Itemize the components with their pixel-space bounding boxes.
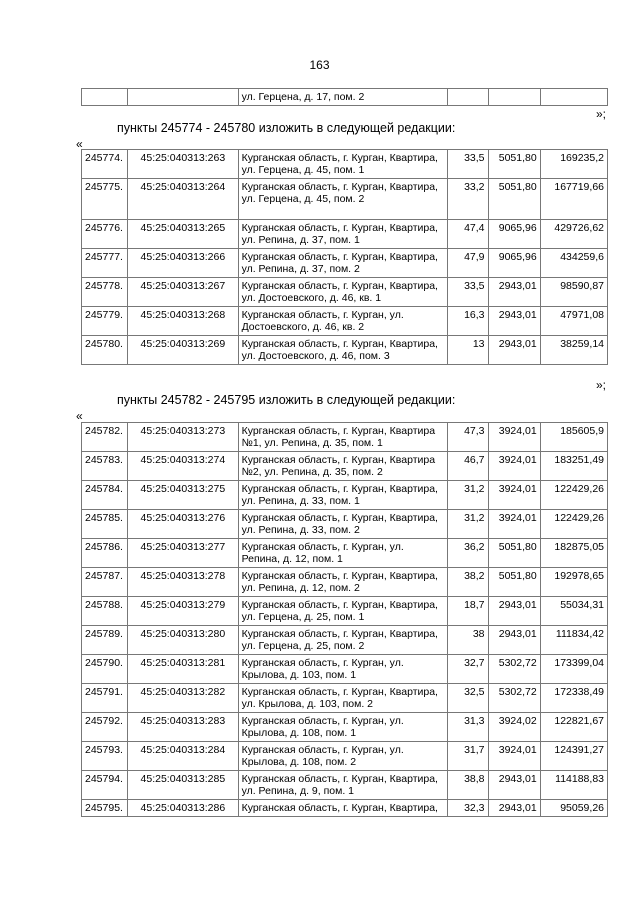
cell-number: 245793.	[82, 742, 128, 771]
cell-cadastral: 45:25:040313:282	[128, 684, 238, 713]
cell-area: 47,9	[448, 249, 488, 278]
cell-rate: 2943,01	[488, 771, 540, 800]
cell-address: Курганская область, г. Курган, Квартира №1, ул. Репина, д. 35, пом. 1	[238, 423, 448, 452]
cell-address: Курганская область, г. Курган, ул. Крылова, д. 108, пом. 1	[238, 713, 448, 742]
table-row	[82, 89, 608, 106]
cell-address: Курганская область, г. Курган, Квартира, ул. Крылова, д. 103, пом. 2	[238, 684, 448, 713]
cell-value: 122429,26	[540, 481, 607, 510]
cell-address: Курганская область, г. Курган, Квартира, ул. Герцена, д. 45, пом. 1	[238, 150, 448, 179]
cell-value: 111834,42	[540, 626, 607, 655]
cell-cadastral: 45:25:040313:276	[128, 510, 238, 539]
cell-rate: 3924,01	[488, 510, 540, 539]
cell-rate	[488, 89, 540, 106]
table-row	[82, 336, 608, 365]
cell-address: Курганская область, г. Курган, Квартира, ул. Репина, д. 37, пом. 2	[238, 249, 448, 278]
cell-address: Курганская область, г. Курган, Квартира, ул. Достоевского, д. 46, кв. 1	[238, 278, 448, 307]
cell-cadastral: 45:25:040313:280	[128, 626, 238, 655]
cell-address: Курганская область, г. Курган, ул. Репина, д. 12, пом. 1	[238, 539, 448, 568]
cell-area: 32,7	[448, 655, 488, 684]
cell-rate: 5051,80	[488, 539, 540, 568]
cell-cadastral: 45:25:040313:278	[128, 568, 238, 597]
cell-area: 33,2	[448, 179, 488, 220]
cell-area: 46,7	[448, 452, 488, 481]
cell-cadastral: 45:25:040313:285	[128, 771, 238, 800]
cell-number: 245784.	[82, 481, 128, 510]
cell-cadastral: 45:25:040313:284	[128, 742, 238, 771]
cell-address: Курганская область, г. Курган, Квартира, ул. Репина, д. 37, пом. 1	[238, 220, 448, 249]
cell-rate: 5051,80	[488, 150, 540, 179]
cell-address: Курганская область, г. Курган, ул. Крылова, д. 103, пом. 1	[238, 655, 448, 684]
cell-value: 38259,14	[540, 336, 607, 365]
table-row	[82, 742, 608, 771]
cell-address: Курганская область, г. Курган, Квартира, ул. Репина, д. 9, пом. 1	[238, 771, 448, 800]
table-row	[82, 800, 608, 817]
cell-rate: 3924,01	[488, 742, 540, 771]
table-row	[82, 568, 608, 597]
cell-value: 434259,6	[540, 249, 607, 278]
cell-value: 122429,26	[540, 510, 607, 539]
cell-rate: 2943,01	[488, 597, 540, 626]
cell-number	[82, 89, 128, 106]
table-row	[82, 249, 608, 278]
cell-rate: 9065,96	[488, 220, 540, 249]
cell-area: 31,2	[448, 481, 488, 510]
cell-number: 245790.	[82, 655, 128, 684]
table-row	[82, 423, 608, 452]
cell-rate: 2943,01	[488, 336, 540, 365]
cell-value: 185605,9	[540, 423, 607, 452]
cell-address: Курганская область, г. Курган, Квартира, ул. Репина, д. 33, пом. 1	[238, 481, 448, 510]
table-row	[82, 150, 608, 179]
closing-quote: »;	[596, 378, 607, 392]
opening-quote: «	[76, 137, 83, 151]
table-row	[82, 684, 608, 713]
cell-address: ул. Герцена, д. 17, пом. 2	[238, 89, 448, 106]
cell-area: 33,5	[448, 150, 488, 179]
cell-cadastral: 45:25:040313:277	[128, 539, 238, 568]
cell-cadastral: 45:25:040313:274	[128, 452, 238, 481]
cell-number: 245779.	[82, 307, 128, 336]
cell-value: 95059,26	[540, 800, 607, 817]
table-row	[82, 655, 608, 684]
table-row	[82, 713, 608, 742]
cell-number: 245774.	[82, 150, 128, 179]
cell-cadastral: 45:25:040313:275	[128, 481, 238, 510]
cell-area: 18,7	[448, 597, 488, 626]
cell-rate: 5302,72	[488, 655, 540, 684]
cell-rate: 2943,01	[488, 278, 540, 307]
cell-address: Курганская область, г. Курган, Квартира, ул. Герцена, д. 25, пом. 2	[238, 626, 448, 655]
cell-number: 245788.	[82, 597, 128, 626]
cell-cadastral: 45:25:040313:267	[128, 278, 238, 307]
cell-number: 245787.	[82, 568, 128, 597]
cell-rate: 5051,80	[488, 179, 540, 220]
cell-address: Курганская область, г. Курган, ул. Достоевского, д. 46, кв. 2	[238, 307, 448, 336]
cell-number: 245776.	[82, 220, 128, 249]
cell-area: 33,5	[448, 278, 488, 307]
table-continuation	[81, 88, 608, 106]
cell-address: Курганская область, г. Курган, Квартира, ул. Герцена, д. 45, пом. 2	[238, 179, 448, 220]
cell-value: 124391,27	[540, 742, 607, 771]
cell-number: 245783.	[82, 452, 128, 481]
cell-cadastral: 45:25:040313:266	[128, 249, 238, 278]
cell-number: 245786.	[82, 539, 128, 568]
cell-area: 38	[448, 626, 488, 655]
section-instruction: пункты 245782 - 245795 изложить в следующей редакции:	[117, 393, 456, 407]
cell-value: 122821,67	[540, 713, 607, 742]
cell-address: Курганская область, г. Курган, Квартира,	[238, 800, 448, 817]
cell-value: 173399,04	[540, 655, 607, 684]
cell-area: 13	[448, 336, 488, 365]
cell-number: 245791.	[82, 684, 128, 713]
cell-area: 31,3	[448, 713, 488, 742]
cell-cadastral: 45:25:040313:283	[128, 713, 238, 742]
table-row	[82, 597, 608, 626]
page-number: 163	[309, 58, 330, 72]
cell-value	[540, 89, 607, 106]
cell-number: 245778.	[82, 278, 128, 307]
cell-value: 192978,65	[540, 568, 607, 597]
cell-number: 245795.	[82, 800, 128, 817]
table-row	[82, 179, 608, 220]
table-row	[82, 510, 608, 539]
cell-value: 172338,49	[540, 684, 607, 713]
cell-value: 114188,83	[540, 771, 607, 800]
cell-address: Курганская область, г. Курган, Квартира, ул. Достоевского, д. 46, пом. 3	[238, 336, 448, 365]
opening-quote: «	[76, 409, 83, 423]
table-row	[82, 220, 608, 249]
cell-area: 32,3	[448, 800, 488, 817]
cell-cadastral	[128, 89, 238, 106]
cell-value: 47971,08	[540, 307, 607, 336]
cell-area	[448, 89, 488, 106]
cell-area: 32,5	[448, 684, 488, 713]
cell-cadastral: 45:25:040313:281	[128, 655, 238, 684]
cell-cadastral: 45:25:040313:268	[128, 307, 238, 336]
cell-address: Курганская область, г. Курган, Квартира №2, ул. Репина, д. 35, пом. 2	[238, 452, 448, 481]
table-section-1	[81, 149, 608, 365]
cell-area: 38,8	[448, 771, 488, 800]
cell-rate: 3924,01	[488, 423, 540, 452]
cell-cadastral: 45:25:040313:273	[128, 423, 238, 452]
cell-number: 245785.	[82, 510, 128, 539]
table-section-2	[81, 422, 608, 817]
cell-cadastral: 45:25:040313:264	[128, 179, 238, 220]
cell-area: 16,3	[448, 307, 488, 336]
cell-cadastral: 45:25:040313:265	[128, 220, 238, 249]
cell-area: 31,7	[448, 742, 488, 771]
table-row	[82, 278, 608, 307]
cell-address: Курганская область, г. Курган, Квартира, ул. Репина, д. 12, пом. 2	[238, 568, 448, 597]
cell-value: 429726,62	[540, 220, 607, 249]
cell-area: 47,4	[448, 220, 488, 249]
cell-rate: 9065,96	[488, 249, 540, 278]
table-row	[82, 626, 608, 655]
cell-rate: 2943,01	[488, 800, 540, 817]
cell-address: Курганская область, г. Курган, Квартира, ул. Герцена, д. 25, пом. 1	[238, 597, 448, 626]
cell-number: 245789.	[82, 626, 128, 655]
cell-value: 183251,49	[540, 452, 607, 481]
cell-area: 38,2	[448, 568, 488, 597]
cell-rate: 5051,80	[488, 568, 540, 597]
cell-cadastral: 45:25:040313:279	[128, 597, 238, 626]
cell-value: 98590,87	[540, 278, 607, 307]
table-row	[82, 771, 608, 800]
table-row	[82, 539, 608, 568]
cell-rate: 3924,02	[488, 713, 540, 742]
cell-number: 245777.	[82, 249, 128, 278]
cell-number: 245794.	[82, 771, 128, 800]
cell-number: 245780.	[82, 336, 128, 365]
cell-address: Курганская область, г. Курган, ул. Крылова, д. 108, пом. 2	[238, 742, 448, 771]
cell-value: 182875,05	[540, 539, 607, 568]
cell-value: 169235,2	[540, 150, 607, 179]
cell-value: 167719,66	[540, 179, 607, 220]
cell-address: Курганская область, г. Курган, Квартира, ул. Репина, д. 33, пом. 2	[238, 510, 448, 539]
table-row	[82, 307, 608, 336]
cell-area: 31,2	[448, 510, 488, 539]
cell-rate: 3924,01	[488, 452, 540, 481]
closing-quote: »;	[596, 107, 607, 121]
table-row	[82, 481, 608, 510]
cell-rate: 2943,01	[488, 626, 540, 655]
cell-area: 36,2	[448, 539, 488, 568]
cell-rate: 5302,72	[488, 684, 540, 713]
cell-area: 47,3	[448, 423, 488, 452]
cell-number: 245775.	[82, 179, 128, 220]
section-instruction: пункты 245774 - 245780 изложить в следующей редакции:	[117, 121, 456, 135]
cell-cadastral: 45:25:040313:269	[128, 336, 238, 365]
cell-rate: 3924,01	[488, 481, 540, 510]
cell-number: 245782.	[82, 423, 128, 452]
table-row	[82, 452, 608, 481]
cell-value: 55034,31	[540, 597, 607, 626]
cell-cadastral: 45:25:040313:286	[128, 800, 238, 817]
cell-rate: 2943,01	[488, 307, 540, 336]
cell-cadastral: 45:25:040313:263	[128, 150, 238, 179]
cell-number: 245792.	[82, 713, 128, 742]
